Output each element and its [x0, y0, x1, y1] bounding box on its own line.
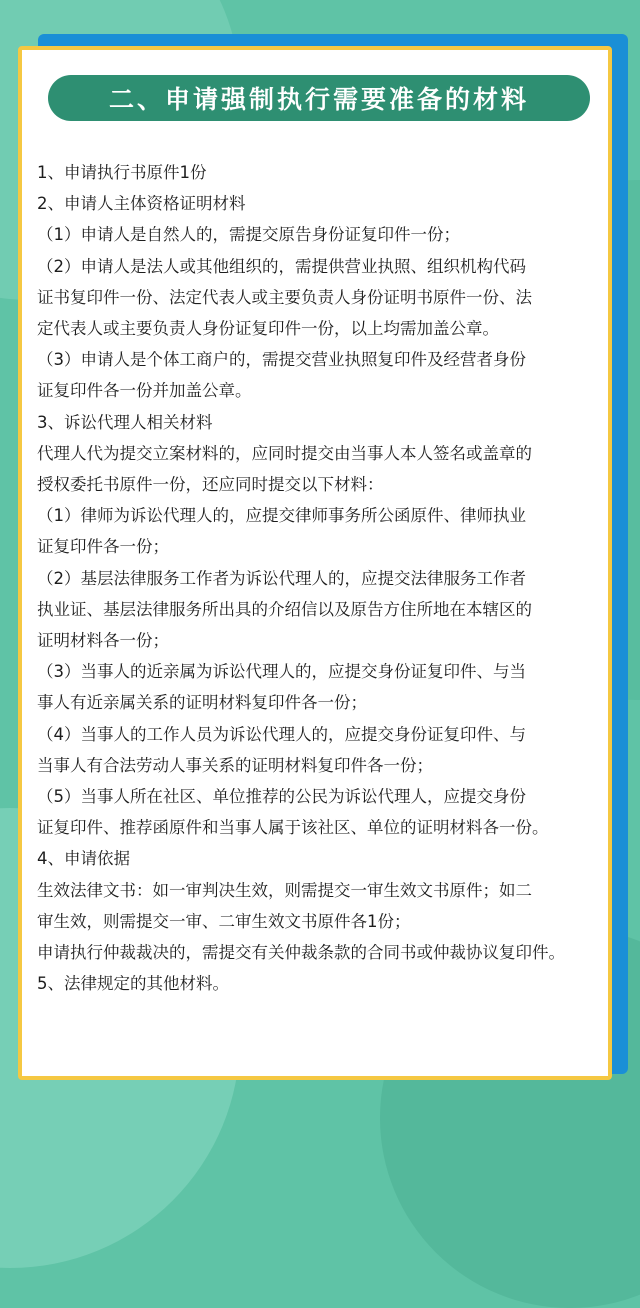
text-line: 审生效，则需提交一审、二审生效文书原件各1份；: [37, 911, 411, 931]
text-line: 当事人有合法劳动人事关系的证明材料复印件各一份；: [37, 755, 433, 775]
text-line: 3、诉讼代理人相关材料: [37, 412, 213, 432]
text-line: 证复印件、推荐函原件和当事人属于该社区、单位的证明材料各一份。: [37, 818, 549, 838]
text-line: 申请执行仲裁裁决的，需提交有关仲裁条款的合同书或仲裁协议复印件。: [37, 943, 565, 963]
text-line: （4）当事人的工作人员为诉讼代理人的，应提交身份证复印件、与: [37, 724, 526, 744]
text-line: 证明材料各一份；: [37, 631, 169, 651]
materials-list: [37, 157, 597, 999]
text-line: 定代表人或主要负责人身份证复印件一份，以上均需加盖公章。: [37, 319, 499, 339]
text-line: 执业证、基层法律服务所出具的介绍信以及原告方住所地在本辖区的: [37, 599, 532, 619]
text-line: （2）基层法律服务工作者为诉讼代理人的，应提交法律服务工作者: [37, 568, 526, 588]
text-line: 2、申请人主体资格证明材料: [37, 194, 246, 214]
text-line: 证书复印件一份、法定代表人或主要负责人身份证明书原件一份、法: [37, 287, 532, 307]
text-line: （1）律师为诉讼代理人的，应提交律师事务所公函原件、律师执业: [37, 506, 526, 526]
page-title: 二、申请强制执行需要准备的材料: [108, 85, 529, 114]
text-line: 5、法律规定的其他材料。: [37, 974, 229, 994]
text-line: （3）当事人的近亲属为诉讼代理人的，应提交身份证复印件、与当: [37, 662, 526, 682]
text-line: 4、申请依据: [37, 849, 130, 869]
text-line: （2）申请人是法人或其他组织的，需提供营业执照、组织机构代码: [37, 256, 526, 276]
text-line: 1、申请执行书原件1份: [37, 163, 207, 182]
text-line: 生效法律文书：如一审判决生效，则需提交一审生效文书原件；如二: [37, 880, 532, 900]
text-line: 事人有近亲属关系的证明材料复印件各一份；: [37, 693, 367, 713]
text-line: （5）当事人所在社区、单位推荐的公民为诉讼代理人，应提交身份: [37, 787, 526, 807]
text-line: （3）申请人是个体工商户的，需提交营业执照复印件及经营者身份: [37, 350, 526, 370]
text-line: 证复印件各一份；: [37, 537, 169, 557]
text-line: 证复印件各一份并加盖公章。: [37, 381, 252, 401]
text-line: 代理人代为提交立案材料的，应同时提交由当事人本人签名或盖章的: [37, 443, 532, 463]
title-banner: [48, 75, 590, 121]
text-line: （1）申请人是自然人的，需提交原告身份证复印件一份；: [37, 225, 460, 245]
text-line: 授权委托书原件一份，还应同时提交以下材料：: [37, 475, 384, 495]
